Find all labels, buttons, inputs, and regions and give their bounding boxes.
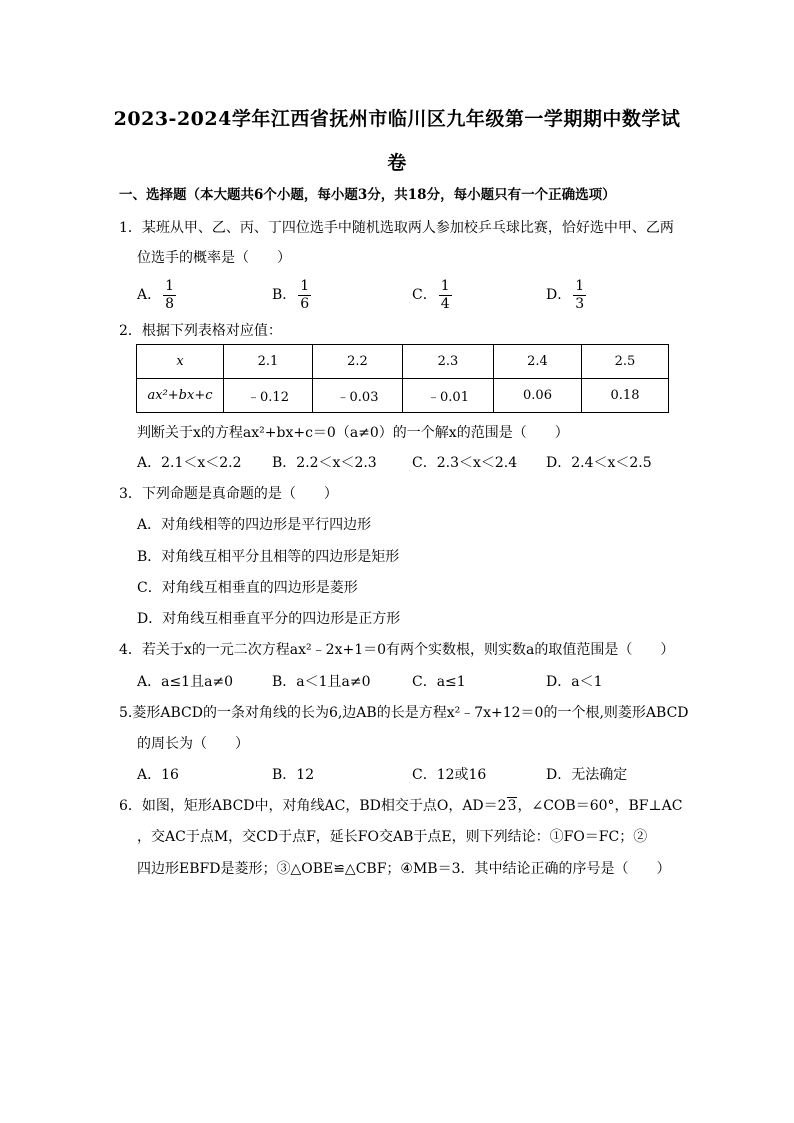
q2-stem-line2: 判断关于x的方程ax²+bx+c＝0（a≠0）的一个解x的范围是（ ）	[137, 425, 569, 441]
q2-stem-line1: 2．根据下列表格对应值：	[119, 323, 282, 339]
sqrt-radicand: 3	[507, 798, 517, 814]
q1-stem-line2: 位选手的概率是（ ）	[137, 250, 291, 266]
table-row	[137, 379, 669, 413]
q6-text-b: ，∠COB＝60°，BF⊥AC	[517, 798, 683, 814]
table-cell: 2.3	[403, 345, 494, 379]
table-cell: ﹣0.01	[403, 379, 494, 413]
q5-stem-line2: 的周长为（ ）	[137, 736, 249, 752]
q1-option-a: A． $\frac{1}{8}$	[137, 277, 175, 312]
q4-option-c: C．a≤1	[412, 674, 466, 690]
table-cell: 2.2	[313, 345, 403, 379]
value-table	[136, 344, 669, 413]
table-cell: ﹣0.03	[313, 379, 403, 413]
q5-option-b: B．12	[272, 767, 315, 783]
q2-option-b: B．2.2＜x＜2.3	[272, 455, 377, 471]
q5-option-a: A．16	[137, 767, 179, 783]
q2-option-d: D．2.4＜x＜2.5	[546, 455, 652, 471]
table-cell: ax²+bx+c	[137, 379, 224, 413]
table-row	[137, 345, 669, 379]
q3-stem: 3．下列命题是真命题的是（ ）	[119, 486, 338, 502]
fraction: $\frac{1}{3}$	[575, 277, 585, 312]
q3-option-c: C．对角线互相垂直的四边形是菱形	[137, 580, 358, 596]
q4-option-b: B．a＜1且a≠0	[272, 674, 371, 690]
q2-option-a: A．2.1＜x＜2.2	[137, 455, 242, 471]
q5-option-d: D．无法确定	[546, 767, 628, 783]
exam-title-line2: 卷	[387, 152, 407, 174]
q5-option-c: C．12或16	[412, 767, 487, 783]
q5-stem-line1: 5.菱形ABCD的一条对角线的长为6,边AB的长是方程x²﹣7x+12＝0的一个根,则菱形ABCD	[119, 705, 689, 721]
q1-option-d: D． $\frac{1}{3}$	[546, 277, 585, 312]
q1-option-b: B． $\frac{1}{6}$	[272, 277, 310, 312]
section-heading: 一、选择题（本大题共6个小题，每小题3分，共18分，每小题只有一个正确选项）	[119, 187, 616, 203]
table-cell: x	[137, 345, 224, 379]
exam-title-line1: 2023-2024学年江西省抚州市临川区九年级第一学期期中数学试	[113, 108, 681, 130]
table-cell: 2.1	[224, 345, 313, 379]
q1-stem-line1: 1．某班从甲、乙、丙、丁四位选手中随机选取两人参加校乒乓球比赛，恰好选中甲、乙两	[119, 220, 674, 236]
q6-stem-line3: 四边形EBFD是菱形；③△OBE≌△CBF；④MB＝3．其中结论正确的序号是（ ）	[137, 861, 671, 877]
q3-option-a: A．对角线相等的四边形是平行四边形	[137, 517, 372, 533]
q6-text-a: 6．如图，矩形ABCD中，对角线AC，BD相交于点O，AD＝2	[119, 798, 507, 814]
table-cell: ﹣0.12	[224, 379, 313, 413]
q3-option-d: D．对角线互相垂直平分的四边形是正方形	[137, 611, 401, 627]
q6-stem-line2: ，交AC于点M，交CD于点F，延长FO交AB于点E，则下列结论：①FO＝FC；②	[137, 829, 648, 845]
q1-option-c: C． $\frac{1}{4}$	[412, 277, 450, 312]
fraction: $\frac{1}{4}$	[440, 277, 450, 312]
q3-option-b: B．对角线互相平分且相等的四边形是矩形	[137, 549, 400, 565]
q6-stem-line1	[119, 796, 683, 816]
table-cell: 0.06	[494, 379, 582, 413]
q4-option-a: A．a≤1且a≠0	[137, 674, 234, 690]
table-cell: 0.18	[582, 379, 669, 413]
fraction: $\frac{1}{8}$	[165, 277, 175, 312]
table-cell: 2.5	[582, 345, 669, 379]
q4-stem: 4．若关于x的一元二次方程ax²﹣2x+1＝0有两个实数根，则实数a的取值范围是（ ）	[119, 642, 675, 658]
q2-option-c: C．2.3＜x＜2.4	[412, 455, 518, 471]
q4-option-d: D．a＜1	[546, 674, 603, 690]
fraction: $\frac{1}{6}$	[300, 277, 310, 312]
table-cell: 2.4	[494, 345, 582, 379]
